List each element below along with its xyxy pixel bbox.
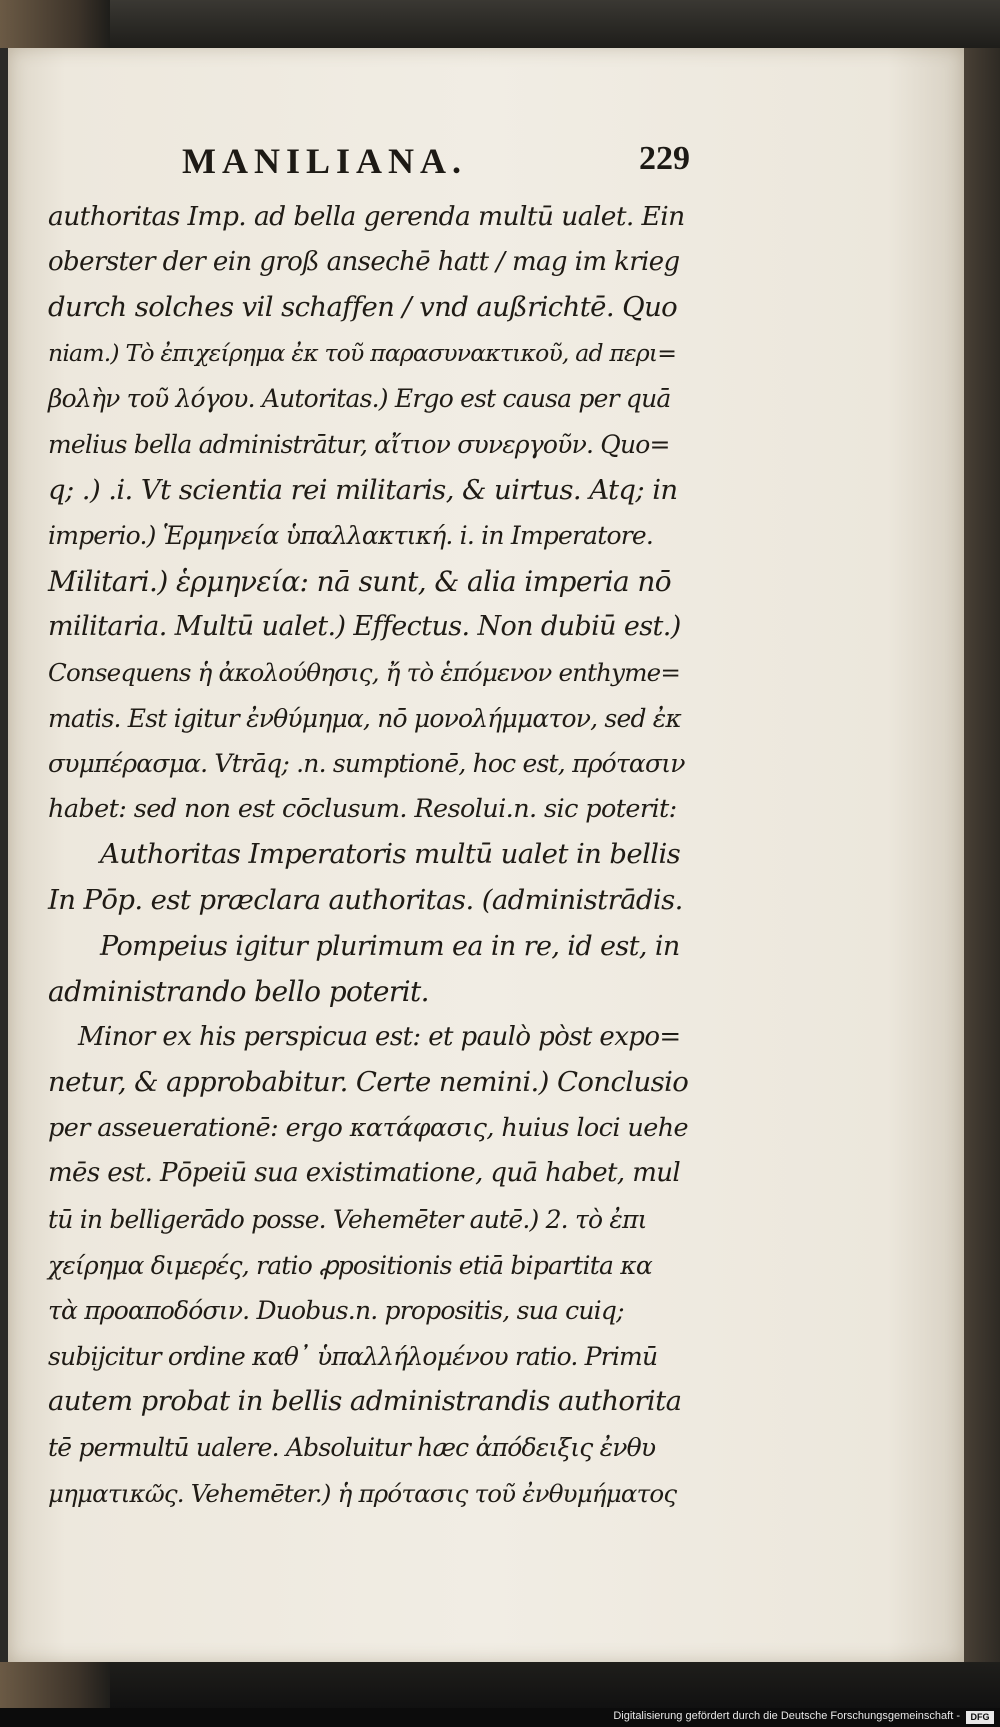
text-line: habet: sed non est cōclusum. Resolui.n. sic poterit: [48,793,677,824]
running-title: MANILIANA. [182,141,467,181]
footer-bar [0,1708,1000,1727]
text-line: μηματικῶς. Vehemēter.) ἡ πρότασις τοῦ ἐνθυμήματος [48,1478,677,1508]
text-line: mēs est. Pōpeiū sua existimatione, quā habet, mul [48,1158,681,1189]
text-line: Authoritas Imperatoris multū ualet in bellis [100,838,681,871]
funding-credit: Digitalisierung gefördert durch die Deutsche Forschungsgemeinschaft - [613,1710,960,1722]
right-binding-edge [962,48,1000,1662]
text-block [48,194,688,1516]
text-line: matis. Est igitur ἐνθύμημα, nō μονολήμματον, sed ἐκ [48,703,682,733]
text-line: χείρημα διμερές, ratio ꝓpositionis etiā bipartita κα [48,1250,652,1280]
text-line: q; .) .i. Vt scientia rei militaris, & uirtus. Atq; in [48,473,678,506]
bottom-binding-edge [0,1662,110,1708]
text-line: niam.) Τὸ ἐπιχείρημα ἐκ τοῦ παρασυνακτικοῦ, ad περι= [48,338,677,367]
text-line: βολὴν τοῦ λόγου. Autoritas.) Ergo est causa per quā [48,384,671,414]
text-line: per asseuerationē: ergo κατάφασις, huius loci uehe [48,1112,689,1143]
dfg-logo: DFG [966,1711,994,1724]
text-line: melius bella administrātur, αἴτιον συνεργοῦν. Quo= [48,429,670,459]
page-number: 229 [639,140,690,177]
text-line: tū in belligerādo posse. Vehemēter autē.) 2. τὸ ἐπι [48,1205,647,1235]
text-line: administrando bello poterit. [48,975,429,1009]
text-line: Pompeius igitur plurimum ea in re, id est, in [100,930,680,962]
running-head [170,140,690,190]
bottom-binding [0,1662,1000,1708]
text-line: Militari.) ἑρμηνεία: nā sunt, & alia imperia nō [48,564,672,598]
top-binding-edge [0,0,110,48]
text-line: autem probat in bellis administrandis authorita [48,1385,682,1418]
text-line: oberster der ein groß ansechē hatt / mag im krieg [48,246,680,277]
text-line: In Pōp. est præclara authoritas. (administrādis. [48,883,683,916]
text-line: militaria. Multū ualet.) Effectus. Non dubiū est.) [48,611,681,643]
text-line: subijcitur ordine καθ᾽ ὑπαλλήλομένου ratio. Primū [48,1341,658,1371]
text-line: Minor ex his perspicua est: et paulò pòst expo= [78,1021,681,1052]
text-line: durch solches vil schaffen / vnd außrichtē. Quo [48,291,678,324]
text-line: συμπέρασμα. Vtrāq; .n. sumptionē, hoc est, πρότασιν [48,749,685,779]
text-line: τὰ προαποδόσιν. Duobus.n. propositis, sua cuiq; [48,1296,624,1326]
text-line: Consequens ἡ ἀκολούθησις, ἤ τὸ ἑπόμενον enthyme= [48,657,681,687]
text-line: authoritas Imp. ad bella gerenda multū ualet. Ein [48,201,685,232]
top-binding [0,0,1000,48]
text-line: tē permultū ualere. Absoluitur hæc ἀπόδειξις ἐνθυ [48,1433,656,1463]
text-line: imperio.) Ἑρμηνεία ὑπαλλακτική. i. in Imperatore. [48,521,654,551]
text-line: netur, & approbabitur. Certe nemini.) Conclusio [48,1066,689,1099]
